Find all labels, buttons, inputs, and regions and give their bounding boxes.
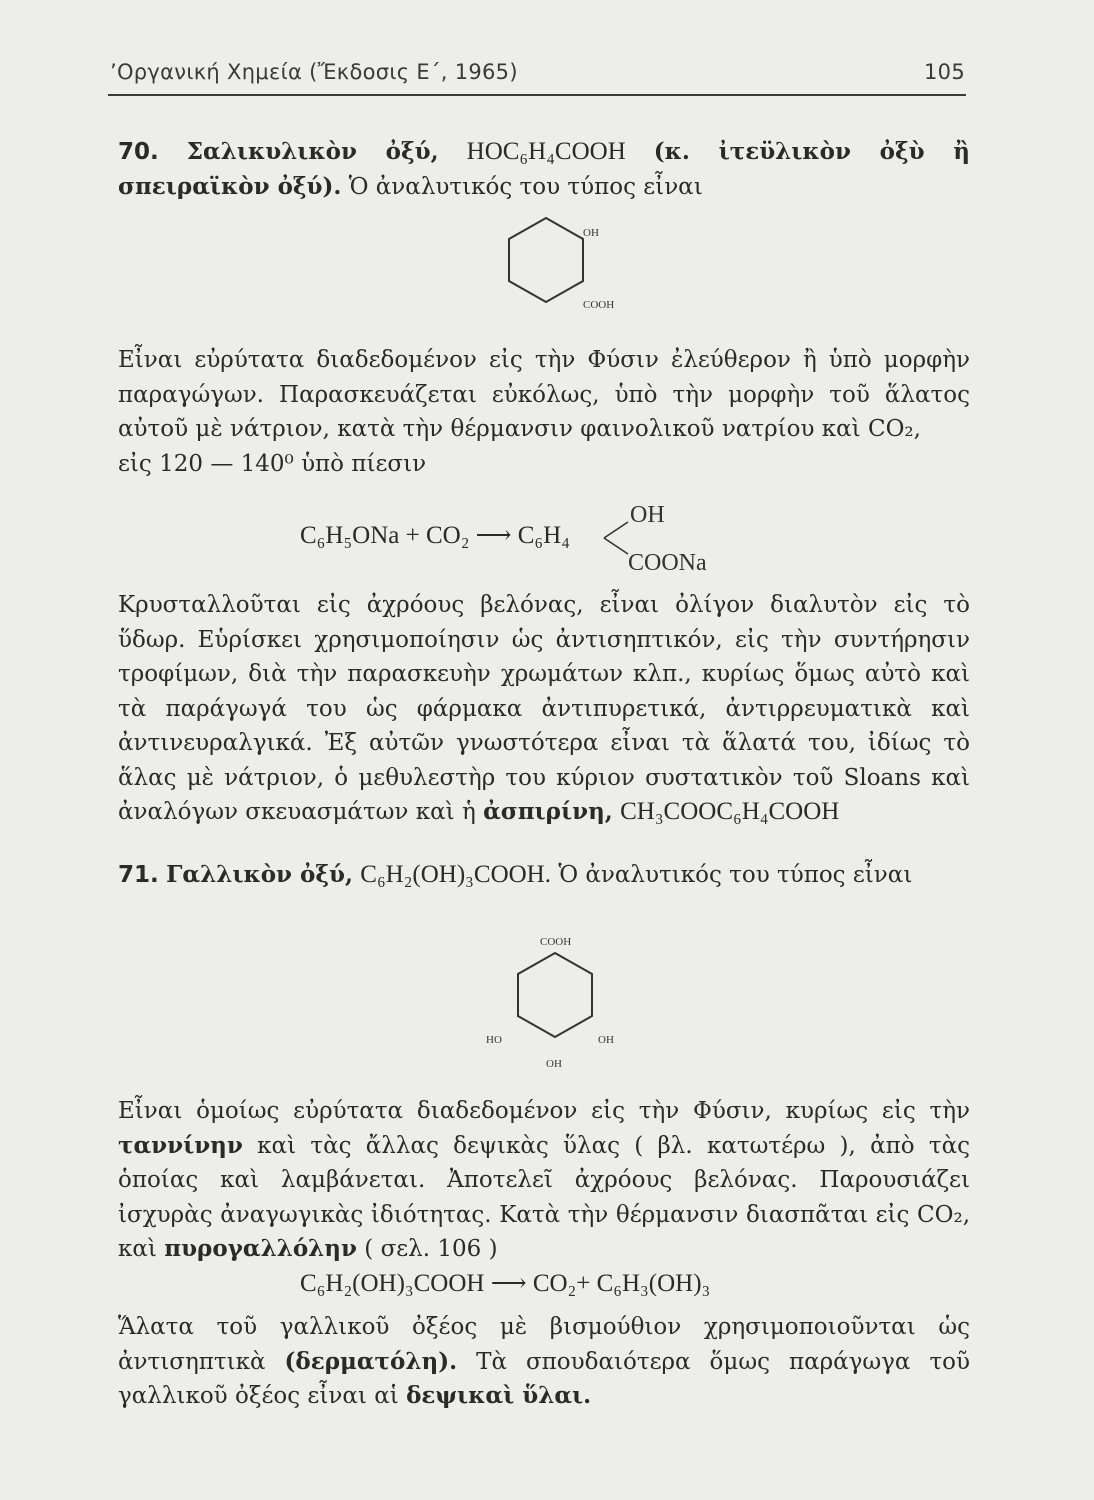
section-71-heading (118, 858, 970, 893)
section-71-p1-text-2: καὶ τὰς ἄλλας δεψικὰς ὕλας ( βλ. κατωτέρω ), ἀπὸ τὰς ὁποίας καὶ λαμβάνεται. Ἀποτελεῖ ἀχρόους βελόνας. Παρουσιάζει ἰσχυρὰς ἀναγωγικὰς ἰδιότητας. Κατὰ τὴν θέρμανσιν διασπᾶται εἰς CO₂, καὶ (118, 1132, 970, 1262)
struct-cooh-top: COOH (540, 936, 572, 948)
struct-oh-label: OH (583, 227, 599, 239)
gallic-decomposition-equation (300, 1268, 710, 1298)
section-70-number: 70. (118, 139, 159, 165)
reaction-branch (602, 500, 712, 580)
page-number: 105 (924, 60, 965, 84)
section-70-name: Σαλικυλικὸν ὀξύ, (186, 138, 439, 165)
dermatol-term: (δερματόλη). (284, 1347, 458, 1375)
section-71-paragraph-2 (118, 1310, 970, 1414)
section-70-formula: HOC₆H₄COOH (466, 138, 626, 165)
tannin-term: ταννίνην (118, 1131, 243, 1159)
gallic-acid-structure (470, 925, 640, 1075)
section-70-p2-text: Κρυσταλλοῦται εἰς ἀχρόους βελόνας, εἶναι ὀλίγον διαλυτὸν εἰς τὸ ὕδωρ. Εὑρίσκει χρησιμοποίησιν ὡς ἀντισηπτικόν, εἰς τὴν συντήρησιν τροφίμων, διὰ τὴν παρασκευὴν χρωμάτων κλπ., κυρίως ὅμως αὐτὸ καὶ τὰ παράγωγά του ὡς φάρμακα ἀντιπυρετικά, ἀντιρρευματικὰ καὶ ἀντινευραλγικά. Ἐξ αὐτῶν γνωστότερα εἶναι τὰ ἅλατά του, ἰδίως τὸ ἅλας μὲ νάτριον, ὁ μεθυλεστὴρ του κύριον συστατικὸν τοῦ Sloans καὶ ἀναλόγων σκευασμάτων καὶ ἡ (118, 592, 970, 825)
section-71-p2-text: Ἅλατα τοῦ γαλλικοῦ ὀξέος μὲ βισμούθιον χρησιμοποιοῦνται ὡς ἀντισηπτικὰ (118, 1314, 970, 1375)
struct-cooh-label: COOH (583, 299, 615, 311)
section-71-paragraph-1 (118, 1094, 970, 1267)
section-70-alias: (κ. ἰτεϋλικὸν ὀξὺ ἢ σπειραϊκὸν ὀξύ). (118, 138, 971, 200)
header-rule (108, 94, 966, 96)
decomposition-equation: C₆H₂(OH)₃COOH ⟶ CO₂+ C₆H₃(OH)₃ (300, 1270, 711, 1297)
section-71-name: Γαλλικὸν ὀξύ, (166, 861, 353, 888)
running-title: ’Οργανική Χημεία (Ἔκδοσις Ε΄, 1965) (110, 60, 518, 84)
section-70-heading (118, 135, 970, 204)
tanning-substances-term: δεψικαὶ ὕλαι. (406, 1382, 592, 1409)
reaction-oh: OH (630, 502, 665, 528)
section-70-intro: Ὁ ἀναλυτικός του τύπος εἶναι (348, 173, 703, 200)
section-71-p1-text: Εἶναι ὁμοίως εὐρύτατα διαδεδομένον εἰς τὴν Φύσιν, κυρίως εἰς τὴν (118, 1098, 970, 1124)
aspirin-formula: CH₃COOC₆H₄COOH (620, 798, 840, 825)
running-header (110, 60, 965, 84)
section-71-number: 71. (118, 862, 159, 888)
section-71-p2-text-2: Τὰ σπουδαιότερα ὅμως παράγωγα τοῦ γαλλικοῦ ὀξέος εἶναι αἱ (118, 1348, 971, 1409)
section-70-p1-text: Εἶναι εὐρύτατα διαδεδομένον εἰς τὴν Φύσιν ἐλεύθερον ἢ ὑπὸ μορφὴν παραγώγων. Παρασκευάζεται εὐκόλως, ὑπὸ τὴν μορφὴν τοῦ ἅλατος αὐτοῦ μὲ νάτριον, κατὰ τὴν θέρμανσιν φαινολικοῦ νατρίου καὶ CO₂, (118, 347, 970, 442)
section-71-intro: Ὁ ἀναλυτικός του τύπος εἶναι (558, 862, 913, 888)
salicylic-acid-structure (470, 208, 630, 328)
section-71-formula: C₆H₂(OH)₃COOH. (360, 861, 551, 888)
reaction-coona: COONa (628, 550, 707, 576)
section-70-p1-text-2: εἰς 120 — 140⁰ ὑπὸ πίεσιν (118, 450, 427, 477)
struct-oh-right: OH (598, 1034, 614, 1046)
page-reference: ( σελ. 106 ) (364, 1236, 498, 1262)
pyrogallol-term: πυρογαλλόλην (164, 1235, 357, 1262)
section-70-paragraph-2 (118, 588, 970, 830)
struct-oh-bottom: OH (546, 1058, 562, 1070)
struct-ho-left: HO (486, 1034, 502, 1046)
salicylate-reaction (300, 520, 570, 550)
section-70-paragraph-1 (118, 343, 970, 481)
aspirin-term: ἀσπιρίνη, (483, 798, 613, 825)
reaction-left: C₆H₅ONa + CO₂ ⟶ C₆H₄ (300, 522, 570, 549)
